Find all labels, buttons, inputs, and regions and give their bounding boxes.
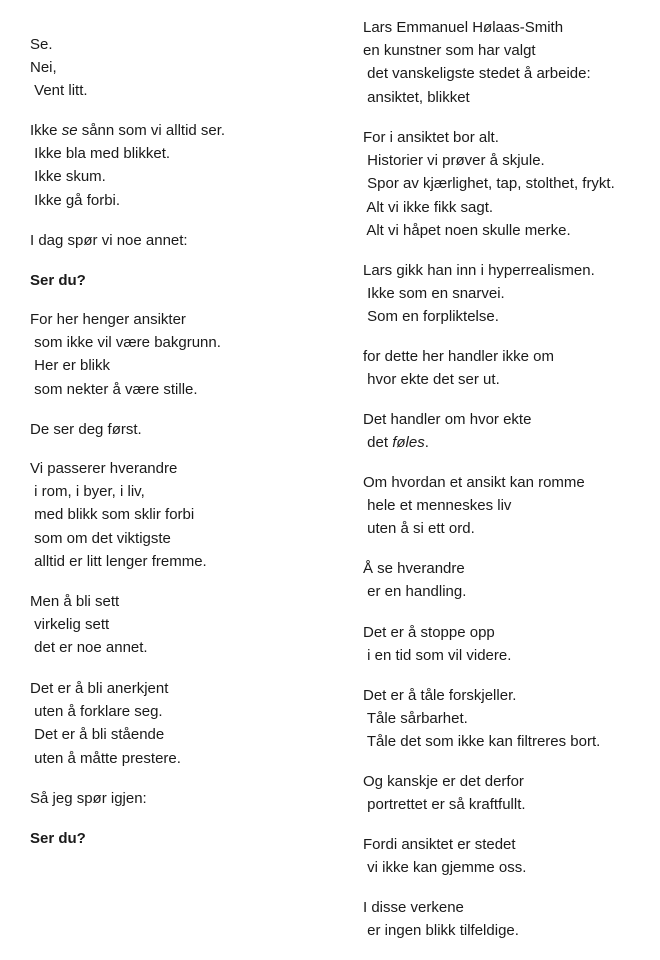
poem-line: det vanskeligste stedet å arbeide: <box>363 65 591 83</box>
poem-line: hele et menneskes liv <box>363 497 512 515</box>
poem-line: Vent litt. <box>30 82 88 100</box>
poem-line: hvor ekte det ser ut. <box>363 371 500 389</box>
stanza <box>363 408 531 454</box>
stanza <box>30 119 225 212</box>
poem-line: Lars gikk han inn i hyperrealismen. <box>363 262 595 279</box>
stanza <box>30 229 188 252</box>
poem-line: Men å bli sett <box>30 593 120 610</box>
poem-line: Det er å bli stående <box>30 726 165 744</box>
poem-line: Det er å tåle forskjeller. <box>363 687 517 704</box>
poem-line: Ikke som en snarvei. <box>363 285 505 303</box>
poem-line: som ikke vil være bakgrunn. <box>30 334 221 352</box>
poem-line: Vi passerer hverandre <box>30 460 178 477</box>
poem-line: alltid er litt lenger fremme. <box>30 552 207 570</box>
stanza <box>30 787 147 810</box>
poem-line: virkelig sett <box>30 616 110 634</box>
stanza <box>363 557 466 603</box>
poem-line: Ser du? <box>30 272 86 289</box>
stanza <box>363 471 585 541</box>
poem-line: det er noe annet. <box>30 639 148 657</box>
line-text: . <box>424 434 429 452</box>
poem-line: De ser deg først. <box>30 421 142 438</box>
stanza <box>30 269 86 292</box>
poem-line: For her henger ansikter <box>30 311 186 328</box>
poem-line: Spor av kjærlighet, tap, stolthet, frykt. <box>363 175 615 193</box>
poem-line: ansiktet, blikket <box>363 88 470 106</box>
poem-line <box>30 119 225 142</box>
poem-line: Nei, <box>30 59 57 77</box>
poem-line: er ingen blikk tilfeldige. <box>363 922 519 940</box>
poem-line: Det er å bli anerkjent <box>30 680 169 697</box>
poem-line: for dette her handler ikke om <box>363 348 554 365</box>
poem-line: Ikke gå forbi. <box>30 191 121 209</box>
poem-line: Ikke bla med blikket. <box>30 145 171 163</box>
poem-line: som nekter å være stille. <box>30 380 198 398</box>
poem-line: Om hvordan et ansikt kan romme <box>363 474 585 491</box>
poem-line: som om det viktigste <box>30 529 171 547</box>
poem-line: Det er å stoppe opp <box>363 624 495 641</box>
poem-line: i en tid som vil videre. <box>363 647 512 665</box>
poem-line: Som en forpliktelse. <box>363 308 499 326</box>
stanza <box>363 16 591 109</box>
poem-line: For i ansiktet bor alt. <box>363 129 499 146</box>
emphasized-word: føles <box>392 434 425 452</box>
poem-line: portrettet er så kraftfullt. <box>363 796 526 814</box>
poem-line: uten å forklare seg. <box>30 703 163 721</box>
poem-line: en kunstner som har valgt <box>363 42 536 60</box>
stanza <box>363 259 595 329</box>
stanza <box>363 833 526 879</box>
poem-line: Fordi ansiktet er stedet <box>363 836 516 853</box>
stanza <box>363 621 511 667</box>
stanza <box>363 126 615 242</box>
poem-line: uten å måtte prestere. <box>30 749 181 767</box>
stanza <box>30 827 86 850</box>
emphasized-word: se <box>61 122 78 139</box>
poem-line: med blikk som sklir forbi <box>30 506 195 524</box>
poem-line: Alt vi håpet noen skulle merke. <box>363 221 571 239</box>
poem-line: Ikke skum. <box>30 168 106 186</box>
stanza <box>30 418 142 441</box>
poem-line: Tåle sårbarhet. <box>363 710 468 728</box>
poem-line: uten å si ett ord. <box>363 520 475 538</box>
poem-line: I dag spør vi noe annet: <box>30 232 188 249</box>
poem-line: Å se hverandre <box>363 560 465 577</box>
line-text: sånn som vi alltid ser. <box>77 122 226 139</box>
poem-line: I disse verkene <box>363 899 464 916</box>
poem-line: Historier vi prøver å skjule. <box>363 152 545 170</box>
stanza <box>30 677 181 770</box>
poem-line: Her er blikk <box>30 357 111 375</box>
line-text: det <box>363 434 393 452</box>
stanza <box>30 33 88 103</box>
stanza <box>363 896 519 942</box>
stanza <box>363 684 600 754</box>
poem-line <box>363 431 531 454</box>
poem-line: i rom, i byer, i liv, <box>30 483 145 501</box>
stanza <box>363 345 554 391</box>
poem-line: Og kanskje er det derfor <box>363 773 524 790</box>
stanza <box>30 590 148 660</box>
stanza <box>30 457 207 573</box>
poem-line: Lars Emmanuel Hølaas-Smith <box>363 19 564 36</box>
poem-line: vi ikke kan gjemme oss. <box>363 859 527 877</box>
poem-line: Alt vi ikke fikk sagt. <box>363 198 494 216</box>
poem-line: er en handling. <box>363 583 467 601</box>
stanza <box>363 770 526 816</box>
poem-line: Tåle det som ikke kan filtreres bort. <box>363 733 601 751</box>
stanza <box>30 308 221 401</box>
poem-line: Så jeg spør igjen: <box>30 790 147 807</box>
poem-line: Se. <box>30 36 53 53</box>
poem-line: Det handler om hvor ekte <box>363 411 532 428</box>
line-text: Ikke <box>30 122 62 139</box>
poem-line: Ser du? <box>30 830 86 847</box>
